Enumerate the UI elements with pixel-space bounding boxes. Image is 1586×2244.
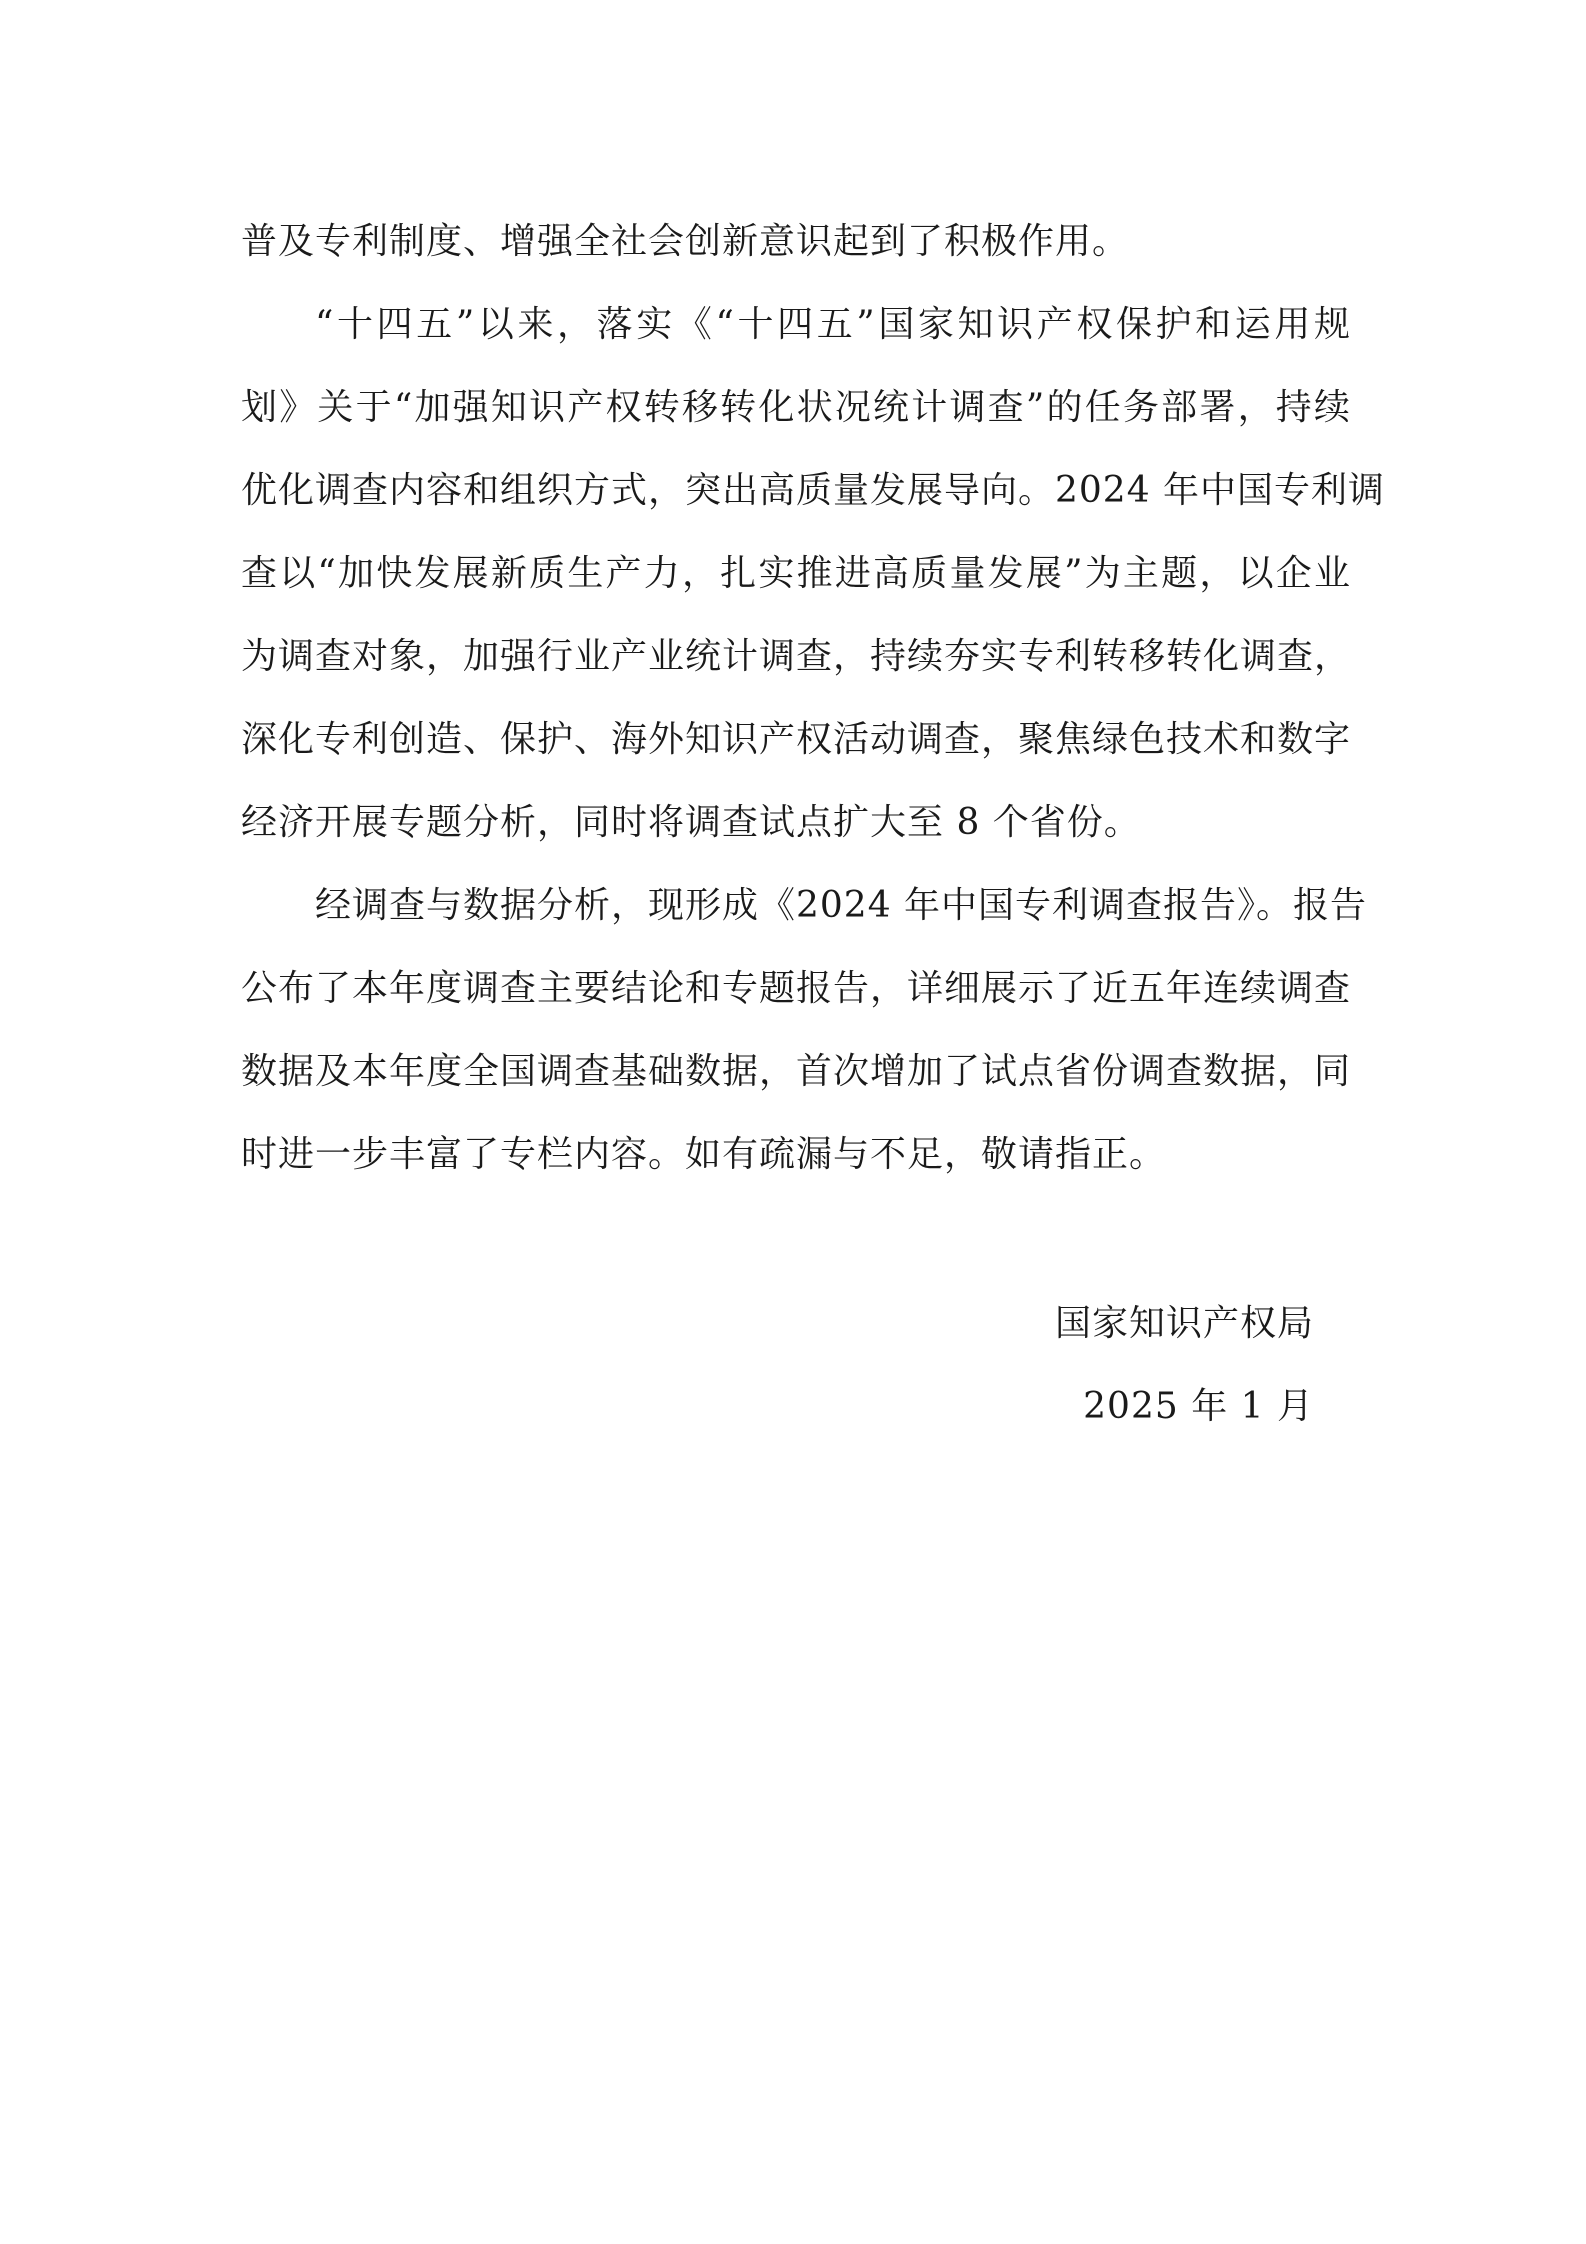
body-text: [241, 200, 1386, 1196]
text-line: 划》关于“加强知识产权转移转化状况统计调查”的任务部署，持续: [241, 387, 1351, 428]
text-line: 普及专利制度、增强全社会创新意识起到了积极作用。: [241, 221, 1130, 262]
text-line: 查以“加快发展新质生产力，扎实推进高质量发展”为主题，以企业: [241, 553, 1351, 594]
text-line: 深化专利创造、保护、海外知识产权活动调查，聚焦绿色技术和数字: [241, 719, 1352, 760]
signature-organization: 国家知识产权局: [1054, 1303, 1314, 1344]
text-line: 时进一步丰富了专栏内容。如有疏漏与不足，敬请指正。: [241, 1134, 1167, 1175]
text-line: “十四五”以来，落实《“十四五”国家知识产权保护和运用规: [315, 304, 1351, 345]
text-line: 经济开展专题分析，同时将调查试点扩大至 8 个省份。: [241, 802, 1141, 843]
signature-block: [1055, 1282, 1314, 1448]
text-line: 为调查对象，加强行业产业统计调查，持续夯实专利转移转化调查，: [241, 636, 1352, 677]
text-line: 公布了本年度调查主要结论和专题报告，详细展示了近五年连续调查: [241, 968, 1352, 1009]
signature-date: 2025 年 1 月: [1083, 1386, 1314, 1427]
text-line: 经调查与数据分析，现形成《2024 年中国专利调查报告》。报告: [315, 885, 1368, 926]
text-line: 优化调查内容和组织方式，突出高质量发展导向。2024 年中国专利调: [241, 470, 1386, 511]
text-line: 数据及本年度全国调查基础数据，首次增加了试点省份调查数据，同: [241, 1051, 1352, 1092]
